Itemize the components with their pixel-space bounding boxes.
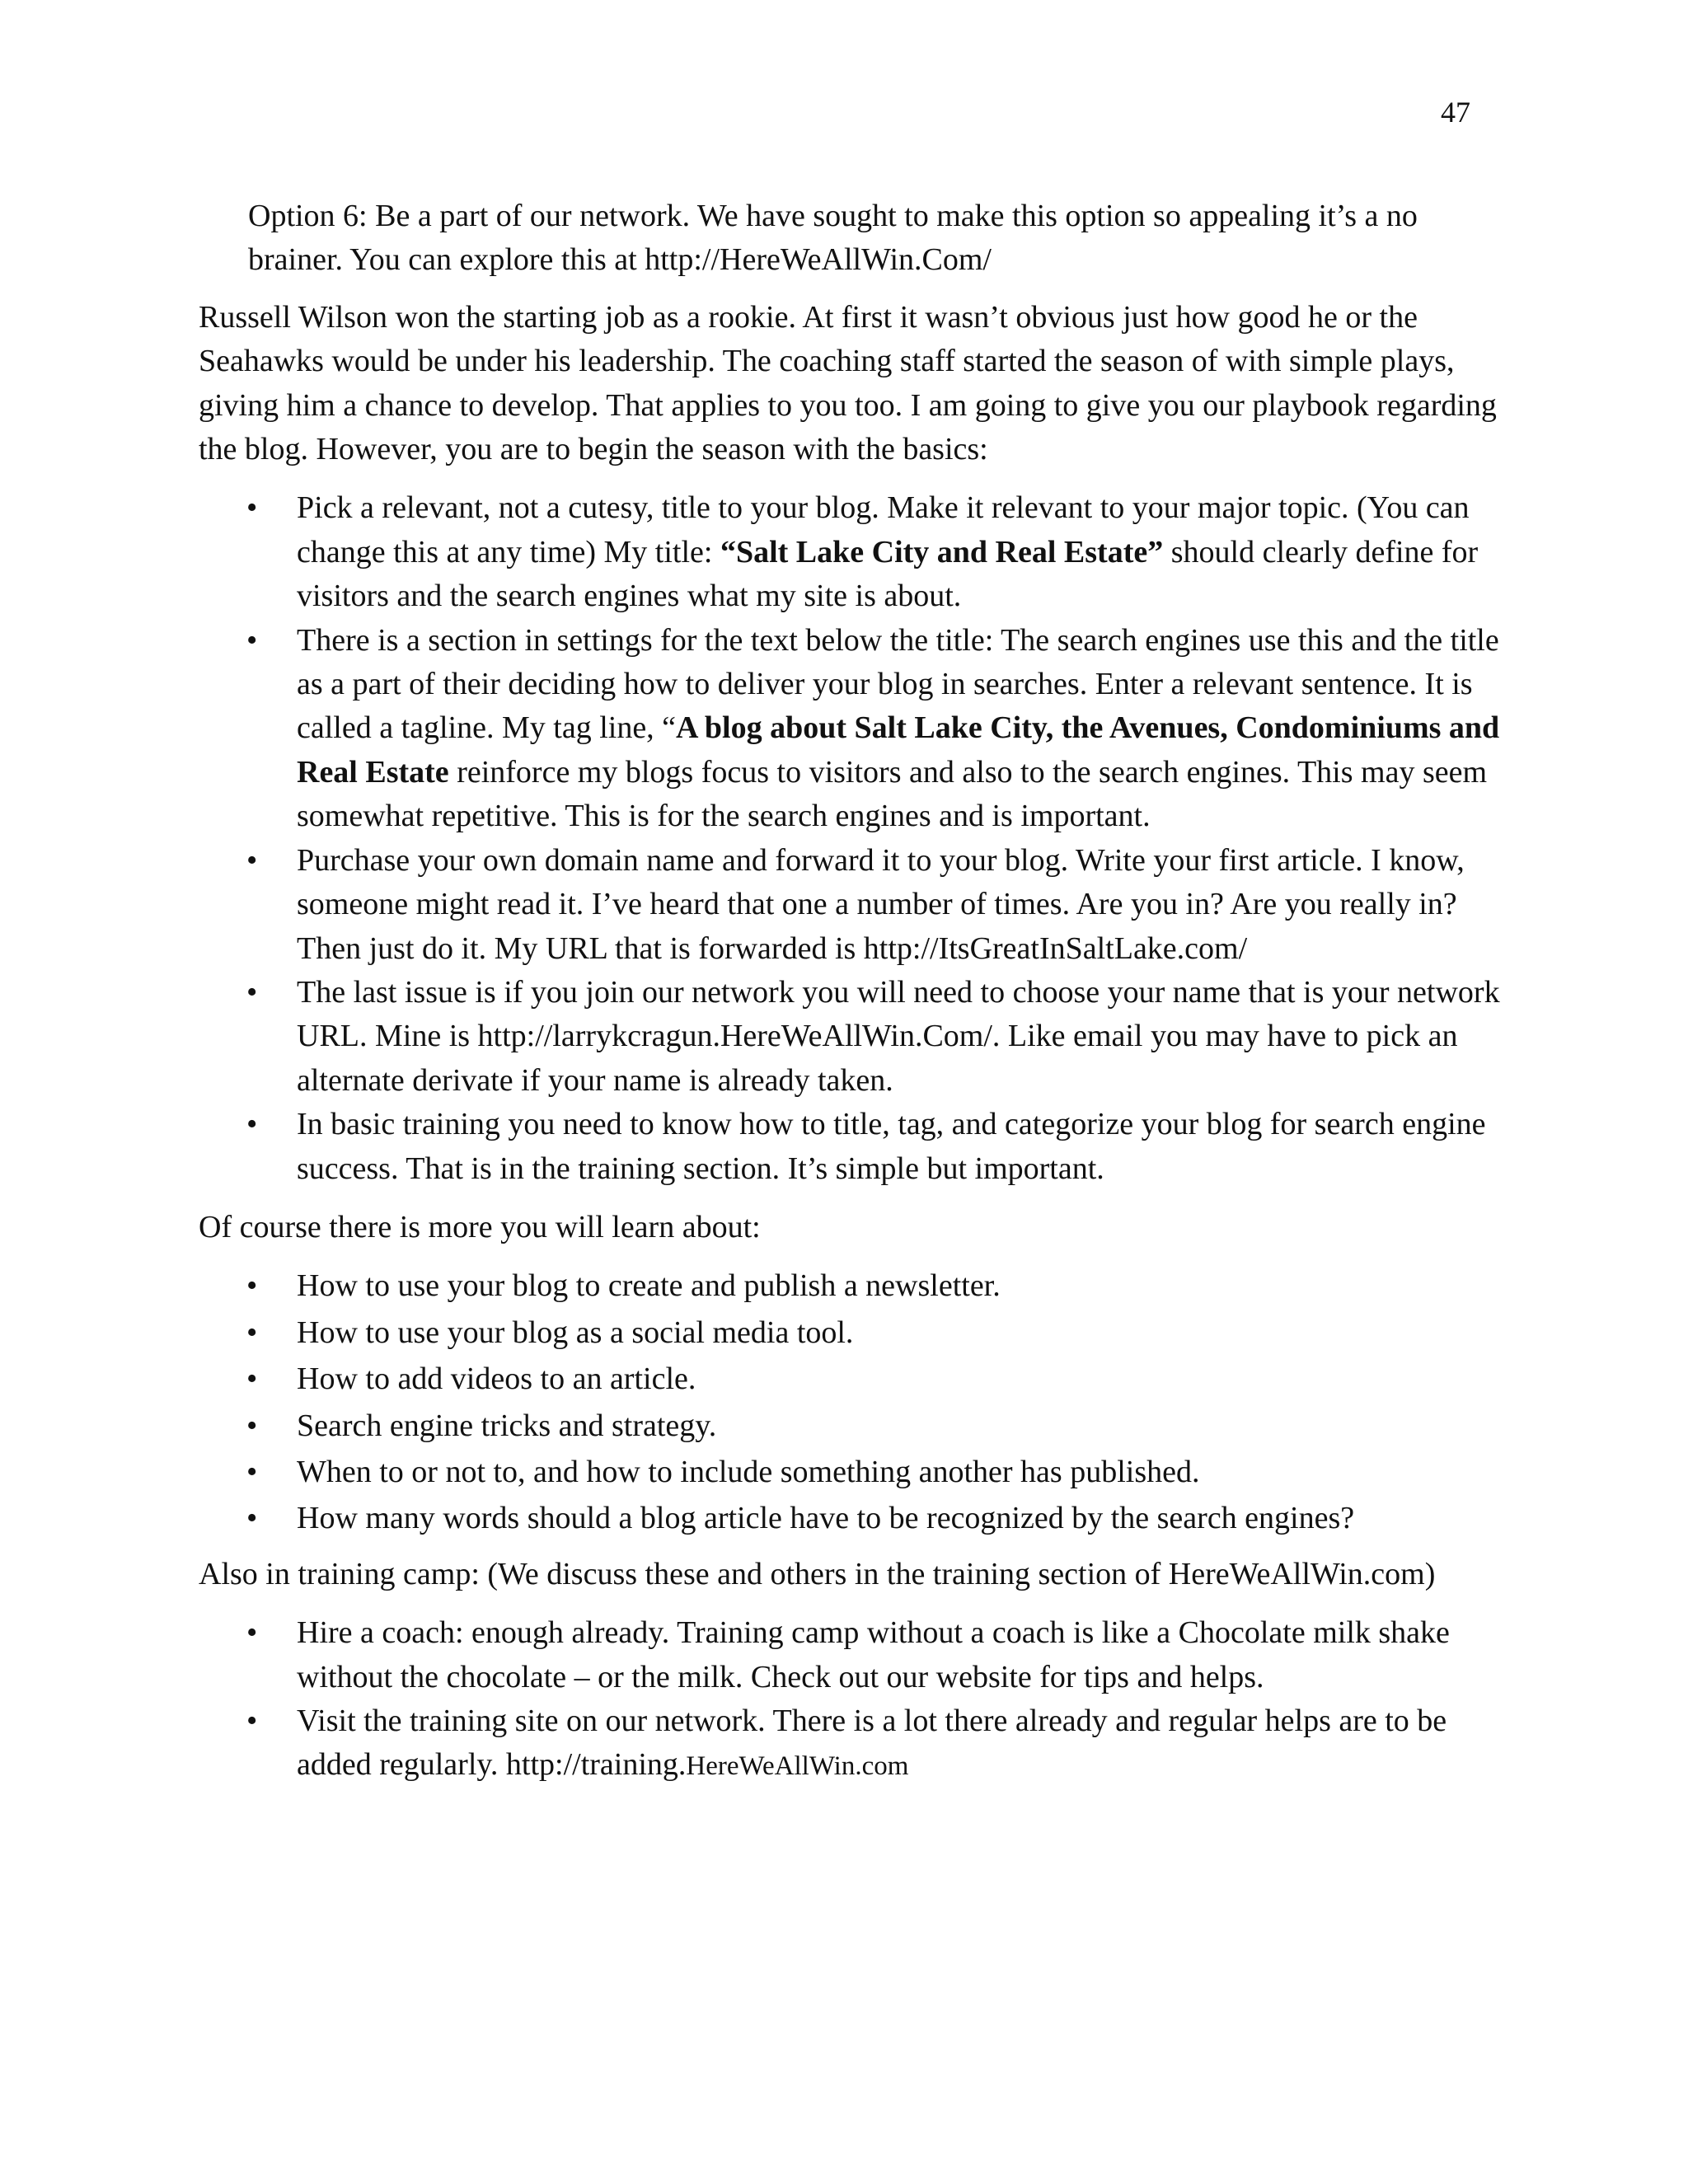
basics-item-2-text: There is a section in settings for the text below the title: The search engines use this and the title as a part of their deciding how to deliver your blog in searches. Enter a relevant sentence. It is called a tagline. My tag line, “ (297, 622, 1499, 746)
camp-item-2-text: Visit the training site on our network. There is a lot there already and regular helps are to be added regularly. http://training. (297, 1704, 1447, 1783)
list-item (199, 486, 1501, 618)
more-list (199, 1264, 1501, 1540)
intro-paragraph: Russell Wilson won the starting job as a rookie. At first it wasn’t obvious just how good he or the Seahawks would be under his leadership. The coaching staff started the season of with simple plays, giving him a chance to develop. That applies to you too. I am going to give you our playbook regarding the blog. However, you are to begin the season with the basics: (199, 299, 1497, 467)
list-item: • When to or not to, and how to include something another has published. (199, 1451, 1501, 1494)
list-item: • In basic training you need to know how to title, tag, and categorize your blog for search engine success. That is in the training section. It’s simple but important. (199, 1103, 1501, 1191)
list-item: • Search engine tricks and strategy. (199, 1404, 1501, 1448)
basics-item-1-text-end: should clearly define for visitors and the search engines what my site is about. (297, 534, 1479, 614)
tagline-bold: A blog about Salt Lake City, the Avenues, Condominiums and Real Estate (297, 710, 1500, 790)
camp-list (199, 1611, 1501, 1789)
list-item (199, 1699, 1501, 1789)
basics-item-1-text: Pick a relevant, not a cutesy, title to your blog. Make it relevant to your major topic. (You can change this at any time) My title: (297, 490, 1470, 569)
training-url-domain: HereWeAllWin.com (686, 1751, 909, 1782)
list-item: • The last issue is if you join our network you will need to choose your name that is your network URL. Mine is http://larrykcragun.HereWeAllWin.Com/. Like email you may have to pick an alternate derivate if your name is already taken. (199, 971, 1501, 1103)
list-item: • How to use your blog to create and publish a newsletter. (199, 1264, 1501, 1308)
page-number: 47 (1441, 96, 1470, 129)
list-item (199, 619, 1501, 839)
list-item: • Hire a coach: enough already. Training camp without a coach is like a Chocolate milk shake without the chocolate – or the milk. Check out our website for tips and helps. (199, 1611, 1501, 1699)
more-heading: Of course there is more you will learn about: (199, 1209, 761, 1244)
page-body (199, 194, 1501, 1804)
option-6-paragraph: Option 6: Be a part of our network. We have sought to make this option so appealing it’s a no brainer. You can explore this at http://HereWeAllWin.Com/ (248, 199, 1418, 278)
basics-item-2-text-end: reinforce my blogs focus to visitors and also to the search engines. This may seem somewhat repetitive. This is for the search engines and is important. (297, 754, 1488, 834)
basics-list (199, 486, 1501, 1191)
list-item: • How to use your blog as a social media tool. (199, 1311, 1501, 1355)
list-item: • How to add videos to an article. (199, 1357, 1501, 1401)
list-item: • Purchase your own domain name and forward it to your blog. Write your first article. I know, someone might read it. I’ve heard that one a number of times. Are you in? Are you really in? Then just do it. My URL that is forwarded is http://ItsGreatInSaltLake.com/ (199, 839, 1501, 971)
camp-heading: Also in training camp: (We discuss these and others in the training section of HereWeAllWin.com) (199, 1556, 1436, 1591)
list-item: • How many words should a blog article have to be recognized by the search engines? (199, 1497, 1501, 1540)
blog-title-bold: “Salt Lake City and Real Estate” (720, 534, 1164, 569)
